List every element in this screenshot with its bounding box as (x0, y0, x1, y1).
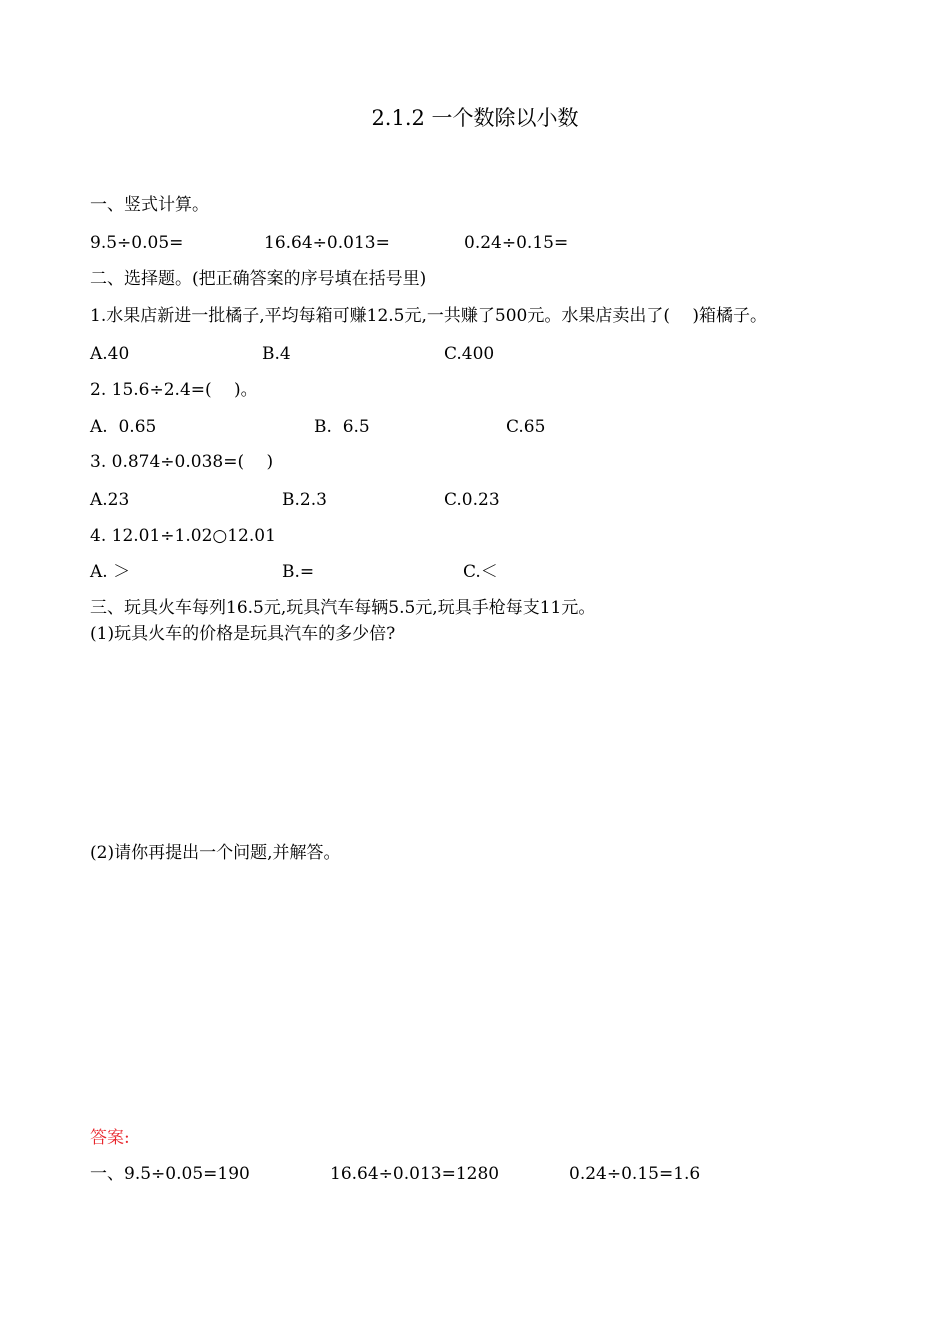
section3-heading: 三、玩具火车每列16.5元,玩具汽车每辆5.5元,玩具手枪每支11元。 (90, 598, 596, 618)
section1-heading: 一、竖式计算。 (90, 195, 209, 215)
answer-1-2: 16.64÷0.013=1280 (330, 1164, 500, 1184)
question-1-option-a: A.40 (90, 344, 130, 364)
question-4-option-c: C.＜ (463, 562, 498, 582)
question-2-option-c: C.65 (506, 417, 546, 437)
question-1-option-b: B.4 (262, 344, 291, 364)
section1-problem-1: 9.5÷0.05= (90, 233, 184, 253)
section3-subquestion-1: (1)玩具火车的价格是玩具汽车的多少倍? (90, 624, 396, 644)
section2-heading: 二、选择题。(把正确答案的序号填在括号里) (90, 269, 427, 289)
question-2-text: 2. 15.6÷2.4=( )。 (90, 380, 258, 400)
answer-1-1: 一、9.5÷0.05=190 (90, 1164, 250, 1184)
question-1-option-c: C.400 (444, 344, 495, 364)
question-4-option-b: B.= (282, 562, 315, 582)
question-3-option-b: B.2.3 (282, 490, 327, 510)
question-1-text: 1.水果店新进一批橘子,平均每箱可赚12.5元,一共赚了500元。水果店卖出了( )箱橘子。 (90, 306, 767, 326)
section1-problem-3: 0.24÷0.15= (464, 233, 569, 253)
question-3-option-c: C.0.23 (444, 490, 500, 510)
section3-subquestion-2: (2)请你再提出一个问题,并解答。 (90, 843, 341, 863)
answers-label: 答案: (90, 1128, 130, 1148)
question-4-text: 4. 12.01÷1.02○12.01 (90, 526, 276, 546)
question-3-text: 3. 0.874÷0.038=( ) (90, 452, 274, 472)
question-4-option-a: A. ＞ (90, 562, 131, 582)
section1-problem-2: 16.64÷0.013= (264, 233, 390, 253)
question-2-option-b: B. 6.5 (314, 417, 370, 437)
question-3-option-a: A.23 (90, 490, 130, 510)
answer-1-3: 0.24÷0.15=1.6 (569, 1164, 701, 1184)
page-title: 2.1.2 一个数除以小数 (371, 106, 579, 130)
question-2-option-a: A. 0.65 (90, 417, 157, 437)
